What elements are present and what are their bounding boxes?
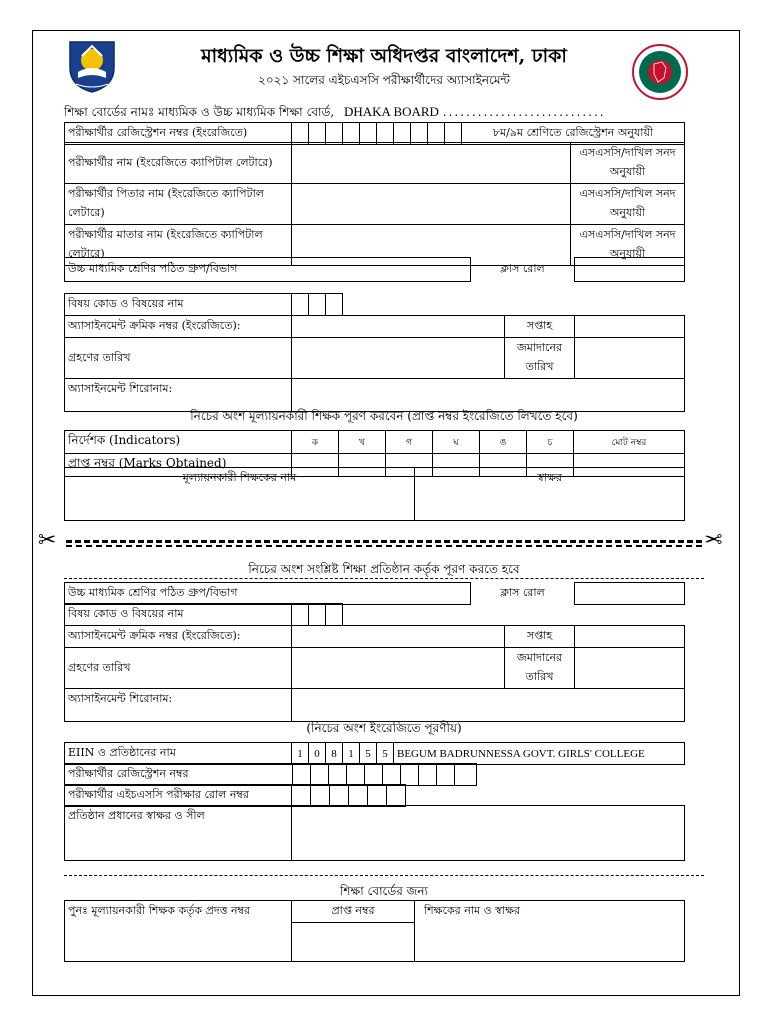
head-signature-table bbox=[64, 805, 685, 861]
roll-digit-box[interactable] bbox=[368, 785, 387, 807]
indicator-header: চ bbox=[527, 431, 574, 454]
dashed-divider bbox=[64, 875, 704, 876]
submit-date-label: জমাদানের তারিখ bbox=[505, 648, 575, 689]
subject-label: বিষয় কোড ও বিষয়ের নাম bbox=[65, 604, 292, 626]
roll-digit-box[interactable] bbox=[311, 785, 330, 807]
class-roll-field[interactable] bbox=[575, 583, 685, 605]
eiin-digit[interactable]: 0 bbox=[309, 743, 326, 765]
reg-digit-box[interactable] bbox=[346, 764, 364, 786]
submit-date-field[interactable] bbox=[575, 338, 685, 379]
assignment-title-label: অ্যাসাইনমেন্ট শিরোনাম: bbox=[65, 689, 292, 722]
roll-digit-box[interactable] bbox=[330, 785, 349, 807]
institution-heading: নিচের অংশ সংশ্লিষ্ট শিক্ষা প্রতিষ্ঠান কর্তৃক পূরণ করতে হবে bbox=[248, 562, 520, 576]
re-eval-label: পুনঃ মূল্যায়নকারী শিক্ষক কর্তৃক প্রদত্ত নম্বর bbox=[65, 901, 292, 962]
assignment-info-table bbox=[64, 293, 685, 412]
dashed-divider bbox=[64, 578, 704, 579]
head-signature-field[interactable] bbox=[292, 806, 685, 861]
name-field[interactable] bbox=[292, 143, 571, 184]
subject-code-box[interactable] bbox=[326, 604, 343, 626]
reg-digit-box[interactable] bbox=[382, 764, 400, 786]
table-row bbox=[65, 184, 685, 225]
roll-digit-box[interactable] bbox=[292, 785, 311, 807]
subject-code-box[interactable] bbox=[309, 604, 326, 626]
indicator-header: ঙ bbox=[480, 431, 527, 454]
reg-label: পরীক্ষার্থীর রেজিস্ট্রেশন নম্বর (ইংরেজিতে) bbox=[65, 123, 292, 145]
board-teacher-cell[interactable] bbox=[415, 901, 685, 962]
ssc-note: এসএসসি/দাখিল সনদ অনুযায়ী bbox=[571, 143, 685, 184]
assignment-number-label: অ্যাসাইনমেন্ট ক্রমিক নম্বর (ইংরেজিতে): bbox=[65, 626, 292, 648]
assignment-number-field[interactable] bbox=[292, 626, 505, 648]
reg-digit-box[interactable] bbox=[436, 764, 454, 786]
teacher-name-label: মূল্যায়নকারী শিক্ষকের নাম bbox=[182, 471, 297, 484]
reg-note: ৮ম/৯ম শ্রেণিতে রেজিস্ট্রেশন অনুযায়ী bbox=[462, 123, 685, 145]
indicator-header: ঘ bbox=[433, 431, 480, 454]
subject-code-box[interactable] bbox=[326, 294, 343, 316]
ssc-note: এসএসসি/দাখিল সনদ অনুযায়ী bbox=[571, 184, 685, 225]
subject-code-box[interactable] bbox=[292, 294, 309, 316]
reg-digit-box[interactable] bbox=[418, 764, 436, 786]
group-label: উচ্চ মাধ্যমিক শ্রেণির পঠিত গ্রুপ/বিভাগ bbox=[65, 583, 471, 605]
class-roll-field[interactable] bbox=[575, 258, 685, 282]
assignment-title-label: অ্যাসাইনমেন্ট শিরোনাম: bbox=[65, 379, 292, 412]
name-label: পরীক্ষার্থীর নাম (ইংরেজিতে ক্যাপিটাল লেটারে) bbox=[65, 143, 292, 184]
reg-digit-box[interactable] bbox=[292, 764, 310, 786]
ssc-note: এসএসসি/দাখিল সনদ অনুযায়ী bbox=[571, 225, 685, 266]
reg-digit-box[interactable] bbox=[310, 764, 328, 786]
registration-label: পরীক্ষার্থীর রেজিস্ট্রেশন নম্বর bbox=[65, 764, 293, 786]
assignment-number-label: অ্যাসাইনমেন্ট ক্রমিক নম্বর (ইংরেজিতে): bbox=[65, 316, 292, 338]
receive-date-field[interactable] bbox=[292, 338, 505, 379]
table-row bbox=[65, 143, 685, 184]
marks-label: প্রাপ্ত নম্বর (Marks Obtained) bbox=[65, 454, 292, 477]
board-value[interactable]: DHAKA BOARD bbox=[343, 104, 439, 119]
eiin-digit[interactable]: 1 bbox=[292, 743, 309, 765]
cut-line bbox=[66, 540, 702, 543]
page-subtitle: ২০২১ সালের এইচএসসি পরীক্ষার্থীদের অ্যাসাইনমেন্ট bbox=[258, 73, 510, 87]
cut-line bbox=[66, 545, 702, 547]
board-section-heading: শিক্ষা বোর্ডের জন্য bbox=[339, 884, 429, 898]
subject-label: বিষয় কোড ও বিষয়ের নাম bbox=[65, 294, 292, 316]
father-field[interactable] bbox=[292, 184, 571, 225]
reg-digit-box[interactable] bbox=[364, 764, 382, 786]
board-teacher-label: শিক্ষকের নাম ও স্বাক্ষর bbox=[424, 904, 521, 917]
hsc-roll-label: পরীক্ষার্থীর এইচএসসি পরীক্ষার রোল নম্বর bbox=[65, 785, 292, 807]
class-roll-label: ক্লাস রোল bbox=[500, 262, 545, 275]
registration-table bbox=[64, 763, 477, 786]
indicators-label: নির্দেশক (Indicators) bbox=[65, 431, 292, 454]
english-fill-heading: (নিচের অংশ ইংরেজিতে পূরণীয়) bbox=[306, 721, 462, 735]
scissors-icon: ✂ bbox=[38, 528, 57, 553]
board-marks-label: প্রাপ্ত নম্বর bbox=[292, 901, 415, 923]
scissors-icon: ✂ bbox=[704, 528, 723, 553]
group-label: উচ্চ মাধ্যমিক শ্রেণির পঠিত গ্রুপ/বিভাগ bbox=[65, 258, 471, 282]
indicator-header: খ bbox=[339, 431, 386, 454]
reg-digit-box[interactable] bbox=[454, 764, 476, 786]
indicator-header: ক bbox=[292, 431, 339, 454]
submit-date-field[interactable] bbox=[575, 648, 685, 689]
eiin-digit[interactable]: 5 bbox=[360, 743, 377, 765]
dotted-fill: ............................ bbox=[442, 105, 606, 119]
board-marks-field[interactable] bbox=[292, 923, 415, 962]
total-header: মোট নম্বর bbox=[574, 431, 685, 454]
teacher-signature-cell[interactable] bbox=[415, 468, 685, 521]
roll-digit-box[interactable] bbox=[349, 785, 368, 807]
eiin-label: EIIN ও প্রতিষ্ঠানের নাম bbox=[65, 743, 292, 765]
week-field[interactable] bbox=[575, 316, 685, 338]
receive-date-label: গ্রহণের তারিখ bbox=[65, 338, 292, 379]
head-signature-label: প্রতিষ্ঠান প্রধানের স্বাক্ষর ও সীল bbox=[65, 806, 292, 861]
father-label: পরীক্ষার্থীর পিতার নাম (ইংরেজিতে ক্যাপিটাল লেটারে) bbox=[65, 184, 292, 225]
reg-digit-box[interactable] bbox=[400, 764, 418, 786]
teacher-signature-label: স্বাক্ষর bbox=[537, 471, 562, 484]
assignment-number-field[interactable] bbox=[292, 316, 505, 338]
board-name-row bbox=[64, 104, 606, 124]
eiin-digit[interactable]: 5 bbox=[377, 743, 394, 765]
institution-name[interactable]: BEGUM BADRUNNESSA GOVT. GIRLS' COLLEGE bbox=[394, 743, 685, 765]
eiin-digit[interactable]: 1 bbox=[343, 743, 360, 765]
institution-group-table bbox=[64, 582, 685, 605]
class-roll-label: ক্লাস রোল bbox=[500, 586, 545, 599]
hsc-roll-table bbox=[64, 784, 406, 807]
eiin-table bbox=[64, 742, 685, 765]
roll-digit-box[interactable] bbox=[387, 785, 406, 807]
board-table bbox=[64, 900, 685, 962]
indicator-header: গ bbox=[386, 431, 433, 454]
page-title: মাধ্যমিক ও উচ্চ শিক্ষা অধিদপ্তর বাংলাদেশ, ঢাকা bbox=[201, 45, 567, 67]
week-field[interactable] bbox=[575, 626, 685, 648]
receive-date-field[interactable] bbox=[292, 648, 505, 689]
receive-date-label: গ্রহণের তারিখ bbox=[65, 648, 292, 689]
subject-code-box[interactable] bbox=[309, 294, 326, 316]
assignment-title-field[interactable] bbox=[292, 379, 685, 412]
eiin-digit[interactable]: 8 bbox=[326, 743, 343, 765]
student-names-table bbox=[64, 142, 685, 266]
week-label: সপ্তাহ bbox=[505, 316, 575, 338]
evaluation-heading: নিচের অংশ মূল্যায়নকারী শিক্ষক পূরণ করবেন (প্রাপ্ত নম্বর ইংরেজিতে লিখতে হবে) bbox=[190, 409, 578, 423]
week-label: সপ্তাহ bbox=[505, 626, 575, 648]
teacher-sign-table bbox=[64, 467, 685, 521]
institution-assignment-table bbox=[64, 603, 685, 722]
subject-code-box[interactable] bbox=[292, 604, 309, 626]
teacher-name-cell[interactable] bbox=[65, 468, 415, 521]
assignment-title-field[interactable] bbox=[292, 689, 685, 722]
reg-digit-box[interactable] bbox=[328, 764, 346, 786]
group-row-table bbox=[64, 257, 685, 282]
board-label: শিক্ষা বোর্ডের নামঃ মাধ্যমিক ও উচ্চ মাধ্যমিক শিক্ষা বোর্ড, bbox=[64, 105, 335, 119]
submit-date-label: জমাদানের তারিখ bbox=[505, 338, 575, 379]
mother-label: পরীক্ষার্থীর মাতার নাম (ইংরেজিতে ক্যাপিটাল লেটারে) bbox=[65, 225, 292, 266]
